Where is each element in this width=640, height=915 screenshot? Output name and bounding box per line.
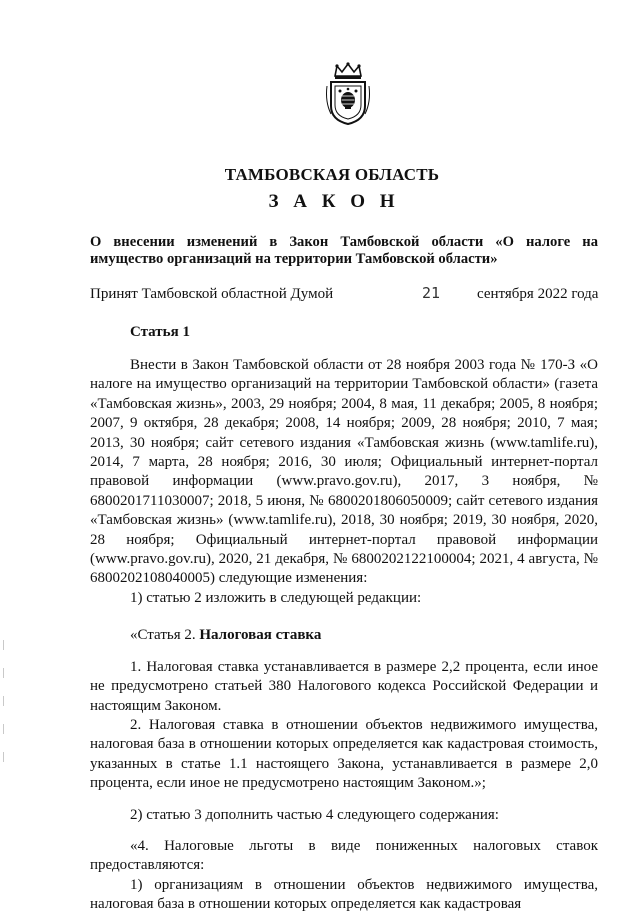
article-2-prefix: «Статья 2. <box>130 627 200 644</box>
paragraph-rate-2: 2. Налоговая ставка в отношении объектов недвижимого имущества, налоговая база в отношении которых определяется как кадастровая стоимость, указанных в статье 1.1 настоящего Закона, устанавливается в размере 2,0 процента, если иное не предусмотрено настоящим Законом.»; <box>90 716 598 792</box>
paragraph-benefits-item-1: 1) организациям в отношении объектов недвижимого имущества, налоговая база в отношении которых определяется как кадастровая <box>90 876 598 913</box>
paragraph-amendment-intro: Внести в Закон Тамбовской области от 28 ноября 2003 года № 170-З «О налоге на имущество организаций на территории Тамбовской области» (газета «Тамбовская жизнь», 2003, 29 ноября; 2004, 8 мая, 11 декабря; 2005, 8 ноября; 2007, 9 октября, 28 декабря; 2008, 14 ноября; 2009, 28 ноября; 2010, 7 мая; 2013, 30 ноября; сайт сетевого издания «Тамбовская жизнь (www.tamlife.ru), 2014, 7 марта, 28 ноября; 2016, 30 июля; Официальный интернет-портал правовой информации (www.pravo.gov.ru), 2017, 3 ноября, № 6800201711030007; 2018, 5 июня, № 6800201806050009; сайт сетевого издания «Тамбовская жизнь» (www.tamlife.ru), 2018, 30 ноября; 2019, 30 ноября, 2020, 28 ноября; Официальный интернет-портал правовой информации (www.pravo.gov.ru), 2020, 21 декабря, № 6800202122100004; 2021, 4 августа, № 6800202108040005) следующие изменения: <box>90 357 598 587</box>
article-2-title: Налоговая ставка <box>199 627 322 644</box>
paragraph-benefits: «4. Налоговые льготы в виде пониженных налоговых ставок предоставляются: <box>90 837 598 874</box>
law-subject: О внесении изменений в Закон Тамбовской области «О налоге на имущество организаций на территории Тамбовской области» <box>90 234 598 267</box>
region-title: ТАМБОВСКАЯ ОБЛАСТЬ <box>224 165 440 184</box>
adoption-month-year: сентября 2022 года <box>477 286 599 302</box>
paragraph-item-2: 2) статью 3 дополнить частью 4 следующего содержания: <box>130 806 499 823</box>
adoption-day: 21 <box>422 284 441 302</box>
adoption-label: Принят Тамбовской областной Думой <box>90 286 334 302</box>
article-body <box>90 356 598 915</box>
article-heading: Статья 1 <box>130 324 190 340</box>
document-type-title: З А К О Н <box>268 191 400 212</box>
paragraph-article-2-heading <box>90 626 598 645</box>
scan-margin-marks <box>2 640 6 790</box>
coat-of-arms-icon <box>323 62 373 126</box>
paragraph-rate-1: 1. Налоговая ставка устанавливается в размере 2,2 процента, если иное не предусмотрено статьей 380 Налогового кодекса Российской Федерации и настоящим Законом. <box>90 658 598 714</box>
paragraph-item-1: 1) статью 2 изложить в следующей редакции: <box>130 589 422 606</box>
